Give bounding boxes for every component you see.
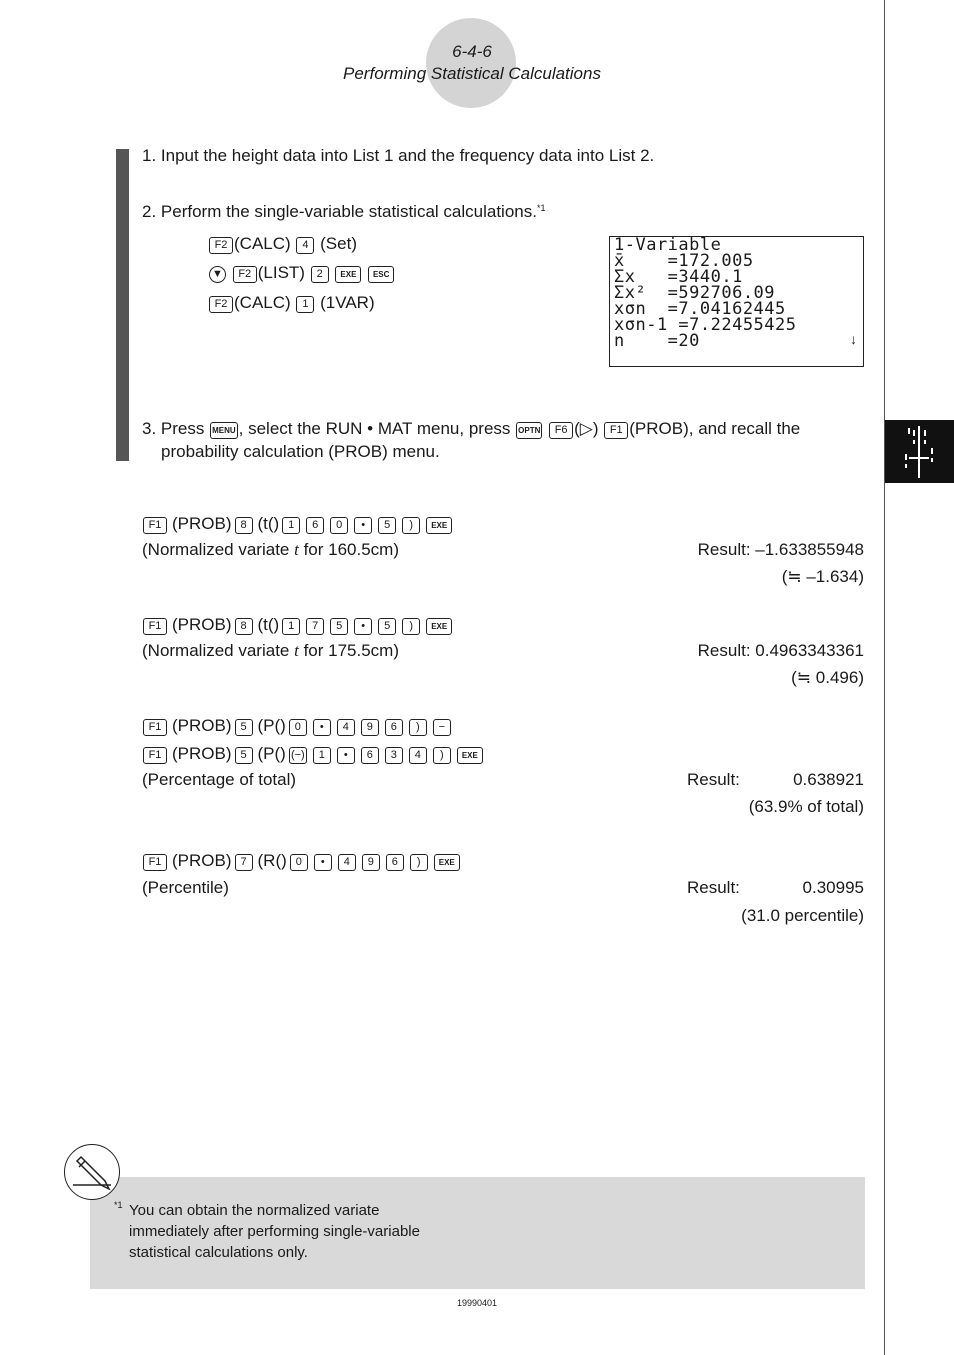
example-3-keys-line-2 (142, 743, 488, 765)
calc-key: 5 (378, 517, 396, 534)
calc-key: 8 (235, 517, 253, 534)
footnote-mark: *1 (536, 203, 546, 213)
note-line: immediately after performing single-variable (129, 1223, 420, 1240)
example-3-description: (Percentage of total) (142, 770, 297, 789)
calc-key: 5 (235, 747, 253, 764)
screen-line: n =20 (614, 331, 700, 351)
procedure-bar (116, 149, 129, 461)
header-circle (426, 18, 516, 108)
step-3-continued: probability calculation (PROB) menu. (161, 442, 440, 461)
f-key: F1 (143, 719, 167, 736)
calc-key: 5 (330, 618, 348, 635)
cursor-down-key-icon: ▼ (209, 266, 226, 283)
footer-code: 19990401 (456, 1298, 498, 1308)
key-sequence-line-3 (208, 292, 375, 314)
exe-key: EXE (335, 266, 361, 283)
step-3-text: 3. Press (142, 419, 205, 438)
calc-key: 0 (290, 854, 308, 871)
example-1-result: Result: –1.633855948 (697, 540, 864, 559)
key-label: (PROB) (172, 615, 232, 634)
step-2 (142, 197, 545, 223)
f2-key: F2 (233, 266, 257, 283)
calc-key: 4 (409, 747, 427, 764)
menu-key: MENU (210, 422, 238, 439)
example-2-result: Result: 0.4963343361 (697, 641, 864, 660)
example-1-approx: (≒ –1.634) (781, 567, 864, 586)
f1-key: F1 (604, 422, 628, 439)
step-2-text: 2. Perform the single-variable statistical calculations. (142, 202, 537, 221)
digit-key: 4 (296, 237, 314, 254)
note-line: statistical calculations only. (129, 1244, 308, 1261)
step-3-text: (▷) (574, 419, 599, 438)
example-4-description: (Percentile) (142, 878, 229, 897)
calc-key: 7 (235, 854, 253, 871)
f2-key: F2 (209, 237, 233, 254)
f-key: F1 (143, 854, 167, 871)
calc-key: 0 (330, 517, 348, 534)
calc-key: 6 (386, 854, 404, 871)
example-2-keys (142, 614, 457, 636)
description-text: (Normalized variate (142, 540, 295, 559)
screen-line: xσn =7.04162445 (614, 299, 786, 319)
calc-key: • (354, 618, 372, 635)
f6-key: F6 (549, 422, 573, 439)
screen-line: Σx² =592706.09 (614, 283, 776, 303)
calc-key: 4 (338, 854, 356, 871)
example-4-result-label: Result: (687, 878, 740, 897)
calc-key: 6 (361, 747, 379, 764)
screen-line: 1-Variable (614, 235, 722, 255)
screen-line: x̄ =172.005 (614, 251, 754, 271)
key-label: (P() (257, 716, 286, 735)
key-sequence-line-1 (208, 233, 357, 255)
variable-t: t (294, 641, 299, 660)
example-3-result-label: Result: (687, 770, 740, 789)
example-1-description (142, 539, 399, 561)
note-icon (64, 1144, 120, 1200)
example-1-keys (142, 513, 457, 535)
exe-key: EXE (426, 517, 452, 534)
digit-key: 1 (296, 296, 314, 313)
calc-key: 6 (385, 719, 403, 736)
note-footnote-mark: *1 (114, 1200, 123, 1210)
key-label: (PROB) (172, 851, 232, 870)
f2-key: F2 (209, 296, 233, 313)
calc-key: 1 (282, 618, 300, 635)
calc-key: • (314, 854, 332, 871)
example-4-keys (142, 850, 465, 872)
section-number: 6-4-6 (452, 42, 492, 61)
chapter-tab (885, 420, 954, 483)
f-key: F1 (143, 618, 167, 635)
key-label: (CALC) (234, 293, 291, 312)
key-label: (t() (257, 615, 280, 634)
step-3 (142, 418, 800, 440)
exe-key: EXE (426, 618, 452, 635)
example-3-keys-line-1 (142, 715, 456, 737)
example-2-description (142, 640, 399, 662)
key-label: (PROB) (172, 716, 232, 735)
calc-key: ) (402, 618, 420, 635)
calc-key: ) (402, 517, 420, 534)
calc-key: 9 (362, 854, 380, 871)
calc-key: • (354, 517, 372, 534)
step-3-text: (PROB), and recall the (629, 419, 801, 438)
calc-key: ) (433, 747, 451, 764)
calc-key: 9 (361, 719, 379, 736)
variable-t: t (294, 540, 299, 559)
calc-key: 6 (306, 517, 324, 534)
exe-key: EXE (434, 854, 460, 871)
calc-key: 4 (337, 719, 355, 736)
calc-key: 8 (235, 618, 253, 635)
calc-key: 5 (378, 618, 396, 635)
calc-key: • (337, 747, 355, 764)
calc-key: 5 (235, 719, 253, 736)
calc-key: 7 (306, 618, 324, 635)
key-label: (Set) (320, 234, 357, 253)
calc-key: • (313, 719, 331, 736)
right-margin-rule (884, 0, 885, 1355)
pencil-icon (65, 1145, 118, 1198)
f-key: F1 (143, 517, 167, 534)
optn-key: OPTN (516, 422, 542, 439)
note-line: You can obtain the normalized variate (129, 1202, 380, 1219)
calc-key: (−) (289, 747, 307, 764)
calc-key: 3 (385, 747, 403, 764)
screen-line: Σx =3440.1 (614, 267, 743, 287)
step-1: 1. Input the height data into List 1 and the frequency data into List 2. (142, 146, 655, 165)
note-text (129, 1200, 420, 1263)
example-3-approx: (63.9% of total) (748, 797, 864, 816)
digit-key: 2 (311, 266, 329, 283)
key-label: (t() (257, 514, 280, 533)
f-key: F1 (143, 747, 167, 764)
calc-key: 1 (313, 747, 331, 764)
key-label: (P() (257, 744, 286, 763)
calc-key: ) (410, 854, 428, 871)
description-text: for 160.5cm) (298, 540, 399, 559)
calculator-screen (609, 236, 864, 367)
calc-key: 0 (289, 719, 307, 736)
statistics-chapter-icon (885, 420, 954, 483)
key-sequence-line-2 (208, 262, 395, 284)
calc-key: ) (409, 719, 427, 736)
key-label: (PROB) (172, 514, 232, 533)
esc-key: ESC (368, 266, 394, 283)
key-label: (CALC) (234, 234, 291, 253)
calc-key: 1 (282, 517, 300, 534)
key-label: (PROB) (172, 744, 232, 763)
screen-line: xσn-1 =7.22455425 (614, 315, 797, 335)
example-3-result-value: 0.638921 (793, 770, 864, 789)
key-label: (1VAR) (320, 293, 375, 312)
step-3-text: , select the RUN • MAT menu, press (238, 419, 511, 438)
exe-key: EXE (457, 747, 483, 764)
scroll-down-icon: ↓ (850, 331, 857, 347)
example-4-result-value: 0.30995 (802, 878, 864, 897)
key-label: (LIST) (257, 263, 305, 282)
page-title: Performing Statistical Calculations (343, 64, 601, 83)
description-text: (Normalized variate (142, 641, 295, 660)
example-4-approx: (31.0 percentile) (741, 906, 864, 925)
calc-key: − (433, 719, 451, 736)
key-label: (R() (257, 851, 287, 870)
example-2-approx: (≒ 0.496) (791, 668, 864, 687)
description-text: for 175.5cm) (298, 641, 399, 660)
